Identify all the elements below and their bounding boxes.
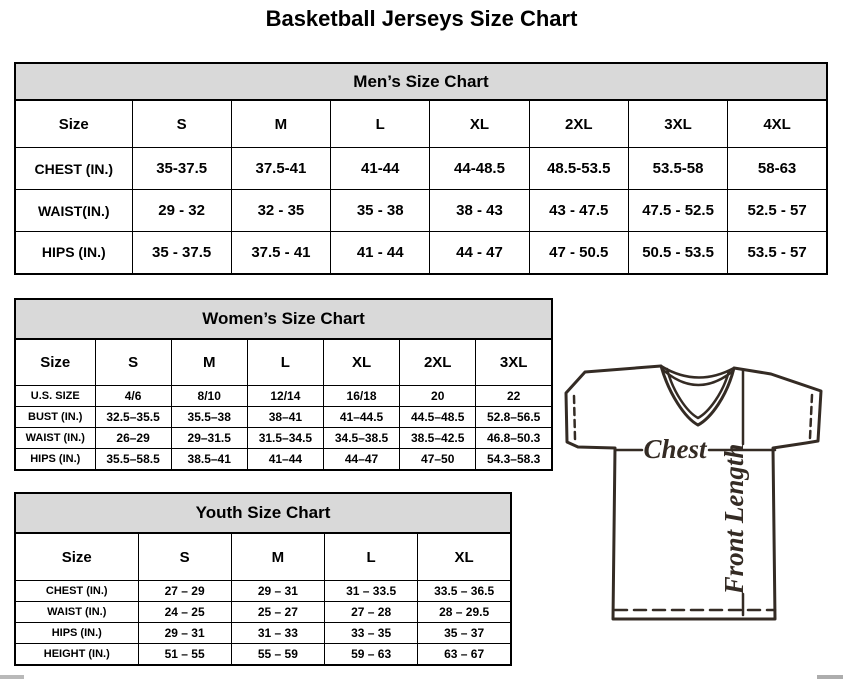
size-value-cell: 35.5–38 bbox=[171, 407, 247, 428]
row-label: HIPS (IN.) bbox=[15, 623, 138, 644]
column-header: S bbox=[95, 339, 171, 386]
table-row bbox=[15, 623, 511, 644]
size-value-cell: 31.5–34.5 bbox=[247, 428, 323, 449]
mens-size-table bbox=[14, 62, 828, 275]
youth-size-table bbox=[14, 492, 512, 666]
row-label: WAIST (IN.) bbox=[15, 428, 95, 449]
column-header: Size bbox=[15, 533, 138, 581]
size-value-cell: 35 – 37 bbox=[418, 623, 511, 644]
size-value-cell: 31 – 33.5 bbox=[325, 581, 418, 602]
size-value-cell: 29–31.5 bbox=[171, 428, 247, 449]
row-label: U.S. SIZE bbox=[15, 386, 95, 407]
table-row bbox=[15, 386, 552, 407]
size-value-cell: 32.5–35.5 bbox=[95, 407, 171, 428]
size-value-cell: 16/18 bbox=[323, 386, 399, 407]
jersey-left-cuff-dashed-line bbox=[574, 396, 575, 439]
table-row bbox=[15, 581, 511, 602]
size-value-cell: 58-63 bbox=[728, 148, 827, 190]
size-value-cell: 4/6 bbox=[95, 386, 171, 407]
table-title: Youth Size Chart bbox=[15, 493, 511, 533]
size-value-cell: 53.5-58 bbox=[628, 148, 727, 190]
size-value-cell: 22 bbox=[476, 386, 552, 407]
size-value-cell: 38.5–42.5 bbox=[400, 428, 476, 449]
column-header: S bbox=[138, 533, 231, 581]
jersey-right-cuff-dashed-line bbox=[810, 395, 812, 438]
table-row bbox=[15, 407, 552, 428]
size-value-cell: 28 – 29.5 bbox=[418, 602, 511, 623]
jersey-measurement-diagram bbox=[551, 362, 843, 674]
size-value-cell: 44 - 47 bbox=[430, 232, 529, 274]
size-value-cell: 59 – 63 bbox=[325, 644, 418, 665]
size-value-cell: 33 – 35 bbox=[325, 623, 418, 644]
size-value-cell: 43 - 47.5 bbox=[529, 190, 628, 232]
row-label: HEIGHT (IN.) bbox=[15, 644, 138, 665]
size-value-cell: 52.8–56.5 bbox=[476, 407, 552, 428]
column-header: Size bbox=[15, 100, 132, 148]
size-value-cell: 53.5 - 57 bbox=[728, 232, 827, 274]
size-value-cell: 47 - 50.5 bbox=[529, 232, 628, 274]
size-value-cell: 47–50 bbox=[400, 449, 476, 470]
column-header: L bbox=[247, 339, 323, 386]
size-value-cell: 29 – 31 bbox=[138, 623, 231, 644]
horizontal-scrollbar-fragment-left[interactable] bbox=[0, 675, 24, 679]
row-label: CHEST (IN.) bbox=[15, 581, 138, 602]
jersey-outline bbox=[566, 366, 821, 619]
row-label: CHEST (IN.) bbox=[15, 148, 132, 190]
size-value-cell: 35 - 38 bbox=[331, 190, 430, 232]
size-value-cell: 41–44 bbox=[247, 449, 323, 470]
column-header: M bbox=[171, 339, 247, 386]
size-value-cell: 52.5 - 57 bbox=[728, 190, 827, 232]
size-value-cell: 24 – 25 bbox=[138, 602, 231, 623]
table-row bbox=[15, 190, 827, 232]
table-title: Men’s Size Chart bbox=[15, 63, 827, 100]
size-value-cell: 20 bbox=[400, 386, 476, 407]
column-header: 2XL bbox=[400, 339, 476, 386]
size-value-cell: 44-48.5 bbox=[430, 148, 529, 190]
page-title: Basketball Jerseys Size Chart bbox=[265, 6, 578, 31]
size-value-cell: 47.5 - 52.5 bbox=[628, 190, 727, 232]
size-value-cell: 38–41 bbox=[247, 407, 323, 428]
size-value-cell: 34.5–38.5 bbox=[323, 428, 399, 449]
size-value-cell: 38.5–41 bbox=[171, 449, 247, 470]
size-value-cell: 51 – 55 bbox=[138, 644, 231, 665]
column-header: 3XL bbox=[628, 100, 727, 148]
size-value-cell: 63 – 67 bbox=[418, 644, 511, 665]
column-header: XL bbox=[430, 100, 529, 148]
column-header: XL bbox=[323, 339, 399, 386]
size-value-cell: 8/10 bbox=[171, 386, 247, 407]
column-header: 4XL bbox=[728, 100, 827, 148]
size-value-cell: 50.5 - 53.5 bbox=[628, 232, 727, 274]
size-value-cell: 31 – 33 bbox=[231, 623, 324, 644]
front-length-label: Front Length bbox=[719, 443, 749, 595]
row-label: WAIST (IN.) bbox=[15, 602, 138, 623]
size-value-cell: 44–47 bbox=[323, 449, 399, 470]
column-header: L bbox=[325, 533, 418, 581]
size-value-cell: 12/14 bbox=[247, 386, 323, 407]
size-value-cell: 48.5-53.5 bbox=[529, 148, 628, 190]
size-value-cell: 46.8–50.3 bbox=[476, 428, 552, 449]
table-row bbox=[15, 232, 827, 274]
size-value-cell: 35.5–58.5 bbox=[95, 449, 171, 470]
size-value-cell: 26–29 bbox=[95, 428, 171, 449]
size-value-cell: 37.5 - 41 bbox=[231, 232, 330, 274]
size-value-cell: 38 - 43 bbox=[430, 190, 529, 232]
size-value-cell: 27 – 29 bbox=[138, 581, 231, 602]
womens-size-table bbox=[14, 298, 553, 471]
column-header: 2XL bbox=[529, 100, 628, 148]
column-header: 3XL bbox=[476, 339, 552, 386]
size-value-cell: 54.3–58.3 bbox=[476, 449, 552, 470]
size-value-cell: 37.5-41 bbox=[231, 148, 330, 190]
size-value-cell: 41 - 44 bbox=[331, 232, 430, 274]
row-label: WAIST(IN.) bbox=[15, 190, 132, 232]
column-header: XL bbox=[418, 533, 511, 581]
size-value-cell: 27 – 28 bbox=[325, 602, 418, 623]
table-row bbox=[15, 644, 511, 665]
size-value-cell: 41-44 bbox=[331, 148, 430, 190]
size-value-cell: 35 - 37.5 bbox=[132, 232, 231, 274]
column-header: M bbox=[231, 533, 324, 581]
horizontal-scrollbar-fragment-right[interactable] bbox=[817, 675, 843, 679]
row-label: BUST (IN.) bbox=[15, 407, 95, 428]
row-label: HIPS (IN.) bbox=[15, 449, 95, 470]
size-value-cell: 41–44.5 bbox=[323, 407, 399, 428]
size-value-cell: 33.5 – 36.5 bbox=[418, 581, 511, 602]
table-row bbox=[15, 428, 552, 449]
column-header: Size bbox=[15, 339, 95, 386]
size-value-cell: 25 – 27 bbox=[231, 602, 324, 623]
size-value-cell: 32 - 35 bbox=[231, 190, 330, 232]
table-row bbox=[15, 449, 552, 470]
size-value-cell: 29 - 32 bbox=[132, 190, 231, 232]
row-label: HIPS (IN.) bbox=[15, 232, 132, 274]
size-value-cell: 55 – 59 bbox=[231, 644, 324, 665]
column-header: L bbox=[331, 100, 430, 148]
size-value-cell: 29 – 31 bbox=[231, 581, 324, 602]
table-title: Women’s Size Chart bbox=[15, 299, 552, 339]
chest-label: Chest bbox=[643, 434, 707, 464]
table-row bbox=[15, 148, 827, 190]
column-header: S bbox=[132, 100, 231, 148]
size-value-cell: 35-37.5 bbox=[132, 148, 231, 190]
size-value-cell: 44.5–48.5 bbox=[400, 407, 476, 428]
table-row bbox=[15, 602, 511, 623]
column-header: M bbox=[231, 100, 330, 148]
